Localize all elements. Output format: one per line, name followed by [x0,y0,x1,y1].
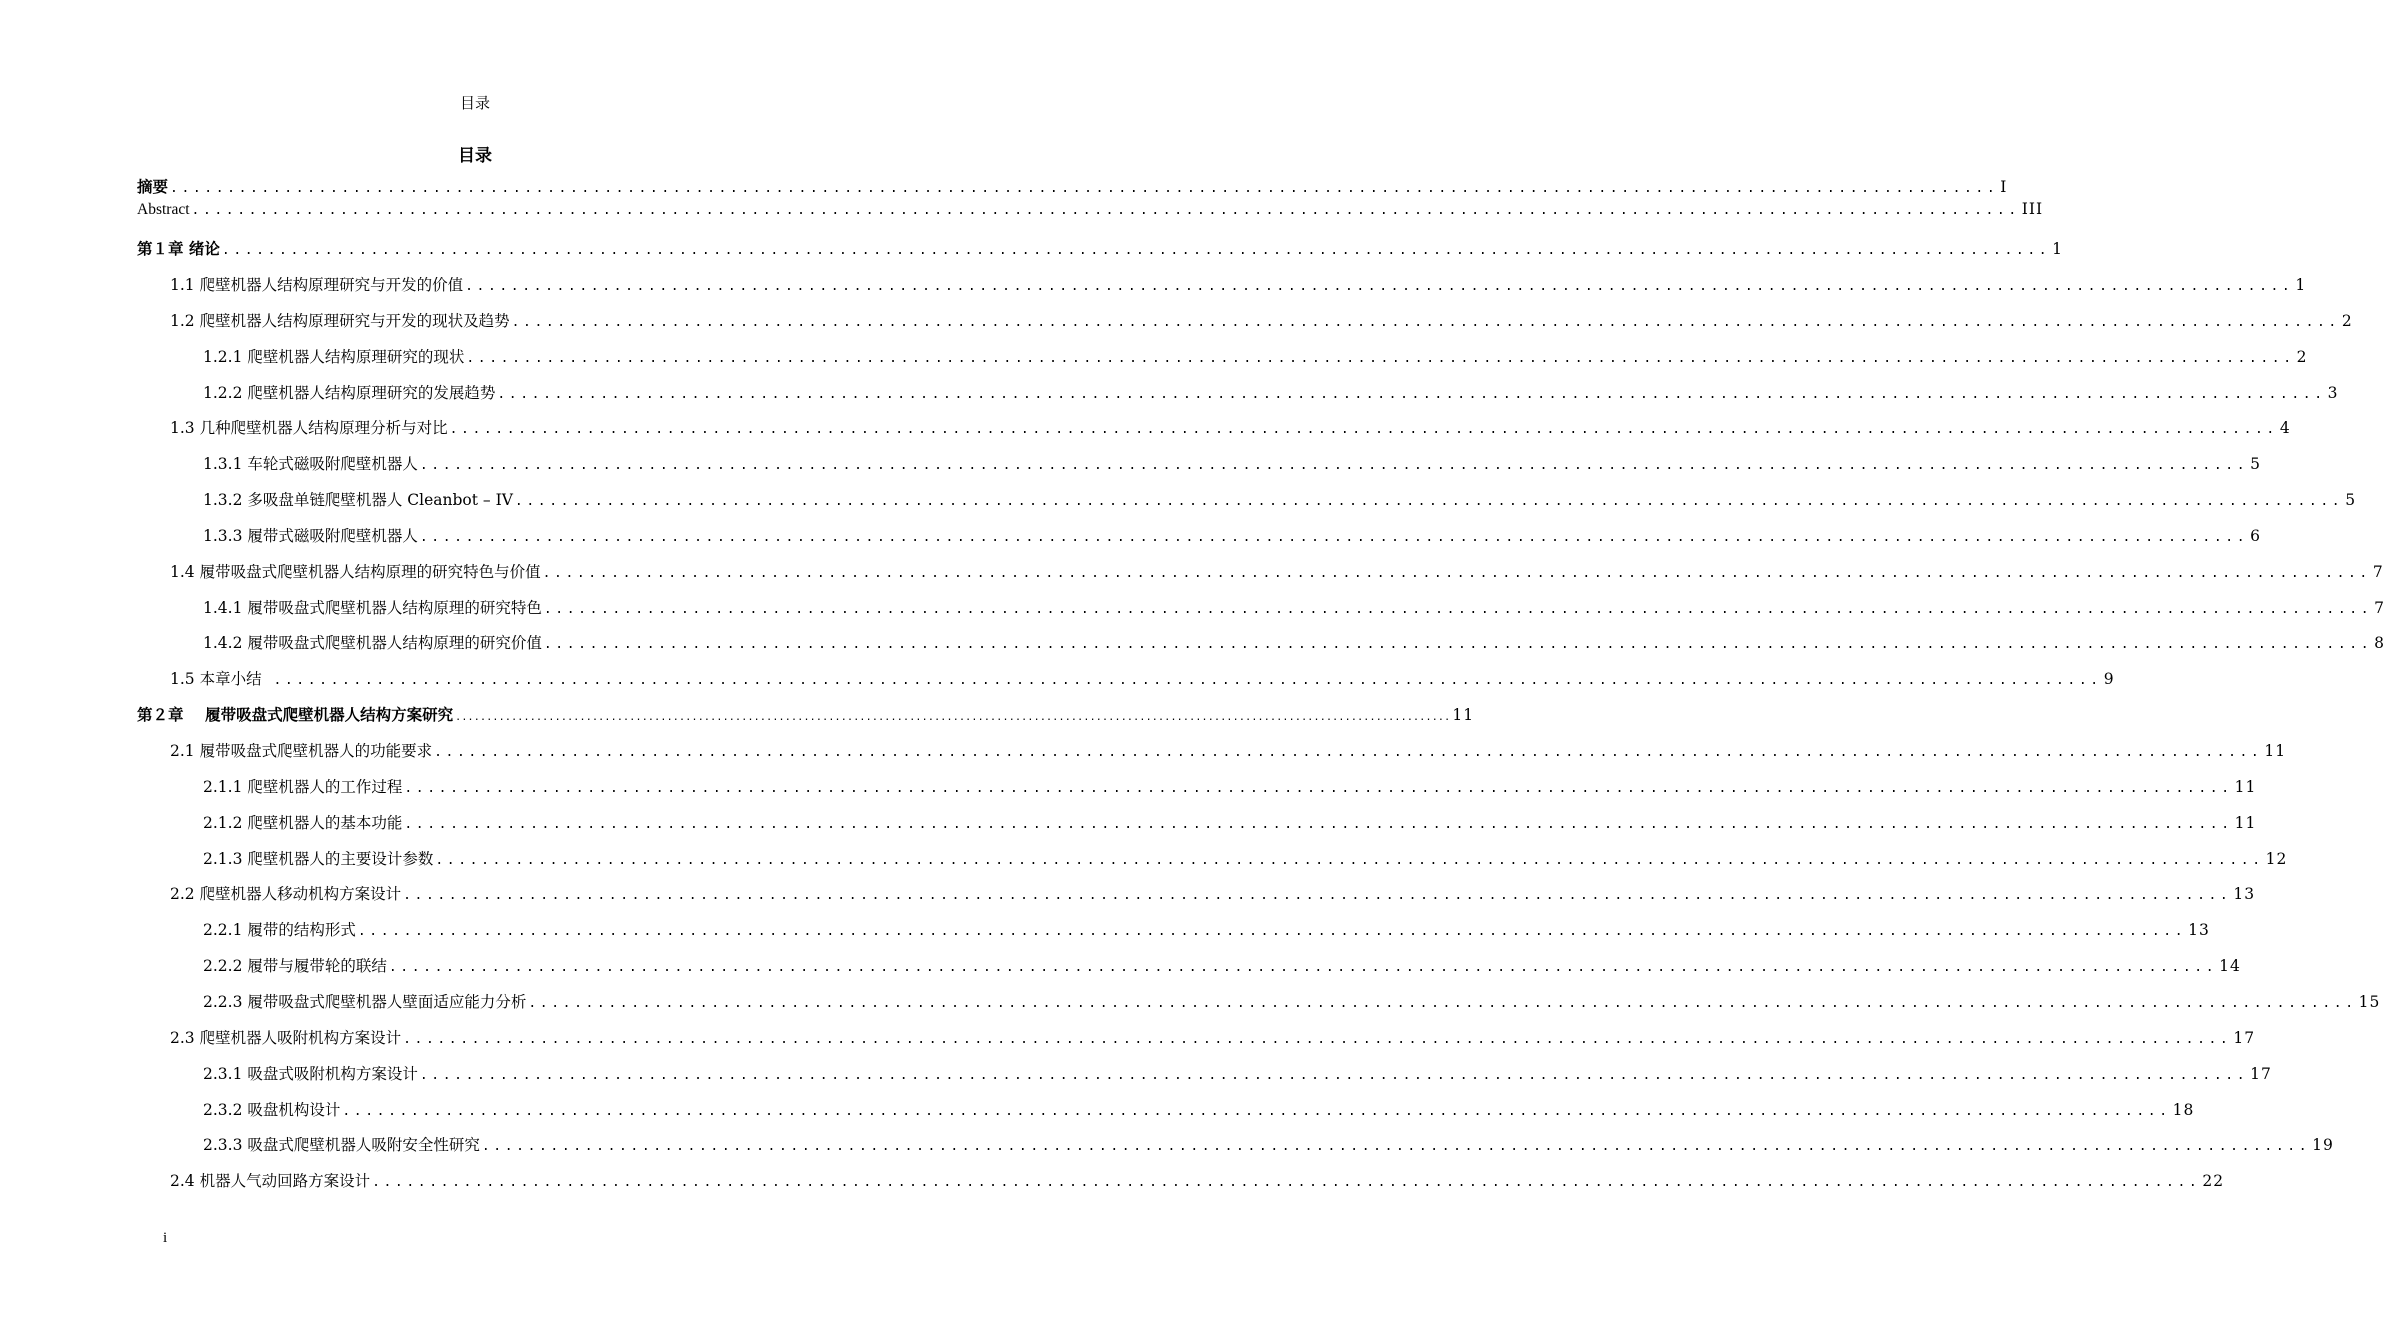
toc-entry-page: 8 [2374,634,2385,652]
toc-entry[interactable] [203,990,2381,1014]
toc-entry[interactable] [203,775,2257,799]
toc-entry-page: 7 [2372,563,2384,581]
toc-entry-label: 2.2.2 履带与履带轮的联结 [203,957,387,975]
toc-entry-label: 1.2.2 爬壁机器人结构原理研究的发展趋势 [203,384,496,402]
toc-leader-dots: ................................................................................................................................................................ [435,853,2264,868]
toc-entry-label: 1.3 几种爬壁机器人结构原理分析与对比 [170,419,448,437]
toc-entry[interactable] [170,882,2256,906]
toc-entry-page: 17 [2233,1029,2256,1047]
toc-entry-label: 2.3 爬壁机器人吸附机构方案设计 [170,1029,402,1047]
toc-entry[interactable] [137,237,2064,261]
footer-page-number: i [163,1230,168,1246]
toc-leader-dots: ................................................................................................................................................................ [403,1032,2232,1047]
toc-entry-label: 2.2 爬壁机器人移动机构方案设计 [170,885,402,903]
toc-leader-dots: ................................................................................................................................................................ [170,181,1999,196]
toc-leader-dots: ................................................................................................................................................................ [419,1068,2249,1083]
toc-entry-label: 2.1.1 爬壁机器人的工作过程 [203,778,403,796]
toc-title: 目录 [458,146,492,166]
toc-entry-label: 1.4 履带吸盘式爬壁机器人结构原理的研究特色与价值 [170,563,541,581]
toc-leader-dots: ................................................................................................................................................................ [542,566,2371,581]
toc-leader-dots: ................................................................................................................................................................ [543,637,2373,652]
toc-entry-page: 2 [2341,312,2353,330]
toc-entry-label: 2.2.1 履带的结构形式 [203,921,356,939]
toc-entry-label: 1.4.1 履带吸盘式爬壁机器人结构原理的研究特色 [203,599,542,617]
toc-entry-label: 2.1.2 爬壁机器人的基本功能 [203,814,403,832]
toc-leader-dots: ................................................................................................................................................................ [404,817,2233,832]
toc-entry-page: 2 [2296,348,2308,366]
toc-entry-page: 3 [2327,384,2339,402]
toc-entry-label: 2.1 履带吸盘式爬壁机器人的功能要求 [170,742,433,760]
toc-leader-dots: ................................................................................................................................................................ [497,387,2326,402]
toc-entry-label: 1.3.1 车轮式磁吸附爬壁机器人 [203,455,418,473]
toc-entry[interactable] [137,175,2008,199]
toc-entry[interactable] [170,309,2353,333]
toc-entry-label: 1.3.3 履带式磁吸附爬壁机器人 [203,527,418,545]
toc-entry-page: 13 [2233,885,2256,903]
toc-entry[interactable] [203,596,2385,620]
toc-leader-dots: ................................................................................................................................................................ [465,279,2294,294]
toc-entry-label: 1.2.1 爬壁机器人结构原理研究的现状 [203,348,465,366]
toc-entry-page: 13 [2188,921,2210,939]
toc-entry-page: 7 [2374,599,2385,617]
toc-entry[interactable] [203,918,2210,942]
toc-entry-page: 5 [2250,455,2262,473]
toc-entry-label: 1.2 爬壁机器人结构原理研究与开发的现状及趋势 [170,312,510,330]
toc-entry-label: 1.4.2 履带吸盘式爬壁机器人结构原理的研究价值 [203,634,542,652]
toc-leader-dots: ................................................................................................................................................................ [481,1139,2311,1154]
toc-leader-dots: ................................................................................................................................................................ [273,673,2102,688]
toc-entry-page: 1 [2052,240,2064,258]
toc-leader-dots: ................................................................................................................................................................ [191,203,2020,218]
toc-entry-page: 19 [2312,1136,2334,1154]
toc-entry-label: 第１章 绪论 [137,240,220,258]
toc-entry[interactable] [170,416,2291,440]
toc-entry[interactable] [203,631,2385,655]
toc-entry-page: 18 [2172,1101,2195,1119]
toc-leader-dots: ................................................................................................................................................................ [528,996,2357,1011]
toc-entry[interactable] [203,488,2357,512]
toc-entry-label: 2.3.1 吸盘式吸附机构方案设计 [203,1065,418,1083]
toc-leader-dots: ................................................................................................................................................................ [388,960,2218,975]
toc-leader-dots: ................................................................................................................................................................ [221,243,2051,258]
toc-leader-dots: ................................................................................................................................................................ [372,1175,2201,1190]
toc-leader-dots: ................................................................................................................................................................ [455,712,1451,723]
toc-entry[interactable] [203,381,2339,405]
toc-entry-page: 12 [2265,850,2288,868]
toc-entry-page: 1 [2295,276,2307,294]
toc-leader-dots: ................................................................................................................................................................ [419,458,2249,473]
toc-entry-page: 11 [2234,814,2257,832]
toc-entry-page: 9 [2103,670,2115,688]
toc-entry-page: 14 [2219,957,2241,975]
toc-entry-label: 摘要 [137,178,169,196]
toc-entry[interactable] [203,847,2288,871]
toc-entry[interactable] [203,811,2257,835]
toc-entry-page: 11 [1452,706,1475,724]
toc-entry-page: I [2000,178,2008,196]
toc-entry[interactable] [203,524,2262,548]
toc-entry-label: 1.5 本章小结 [170,670,272,688]
toc-entry-page: 11 [2264,742,2287,760]
toc-entry[interactable] [203,1062,2272,1086]
toc-leader-dots: ................................................................................................................................................................ [514,494,2344,509]
toc-entry-label: 2.1.3 爬壁机器人的主要设计参数 [203,850,434,868]
toc-entry[interactable] [203,1098,2195,1122]
toc-entry-label: 第２章 履带吸盘式爬壁机器人结构方案研究 [137,706,454,724]
toc-leader-dots: ................................................................................................................................................................ [511,315,2340,330]
toc-leader-dots: ................................................................................................................................................................ [403,888,2232,903]
toc-entry-page: 22 [2202,1172,2225,1190]
toc-entry-page: 6 [2250,527,2262,545]
toc-entry-label: 1.3.2 多吸盘单链爬壁机器人 Cleanbot – IV [203,491,513,509]
toc-leader-dots: ................................................................................................................................................................ [342,1104,2171,1119]
toc-leader-dots: ................................................................................................................................................................ [449,422,2278,437]
toc-entry[interactable] [170,1169,2225,1193]
toc-entry-label: 2.2.3 履带吸盘式爬壁机器人壁面适应能力分析 [203,993,527,1011]
toc-entry-label: Abstract [137,201,190,218]
toc-entry-page: 4 [2279,419,2291,437]
toc-entry-page: III [2021,200,2044,218]
toc-entry[interactable] [203,1133,2334,1157]
toc-entry[interactable] [170,273,2307,297]
toc-entry-page: 11 [2234,778,2257,796]
toc-entry[interactable] [170,560,2384,584]
toc-leader-dots: ................................................................................................................................................................ [434,745,2263,760]
toc-leader-dots: ................................................................................................................................................................ [466,351,2295,366]
toc-entry-page: 17 [2250,1065,2272,1083]
toc-leader-dots: ................................................................................................................................................................ [357,924,2187,939]
toc-entry[interactable] [203,954,2241,978]
toc-entry[interactable] [170,667,2115,691]
toc-leader-dots: ................................................................................................................................................................ [543,602,2373,617]
toc-entry[interactable] [170,1026,2256,1050]
toc-entry-label: 1.1 爬壁机器人结构原理研究与开发的价值 [170,276,464,294]
toc-entry[interactable] [170,739,2287,763]
toc-entry-page: 15 [2358,993,2381,1011]
toc-entry[interactable] [203,452,2262,476]
toc-entry-label: 2.3.3 吸盘式爬壁机器人吸附安全性研究 [203,1136,480,1154]
toc-entry-label: 2.3.2 吸盘机构设计 [203,1101,341,1119]
toc-leader-dots: ................................................................................................................................................................ [419,530,2249,545]
toc-entry[interactable] [137,200,2044,224]
toc-entry-label: 2.4 机器人气动回路方案设计 [170,1172,371,1190]
toc-entry-page: 5 [2345,491,2357,509]
toc-leader-dots: ................................................................................................................................................................ [404,781,2233,796]
toc-entry[interactable] [137,703,1475,727]
toc-entry[interactable] [203,345,2308,369]
running-header: 目录 [459,94,490,112]
